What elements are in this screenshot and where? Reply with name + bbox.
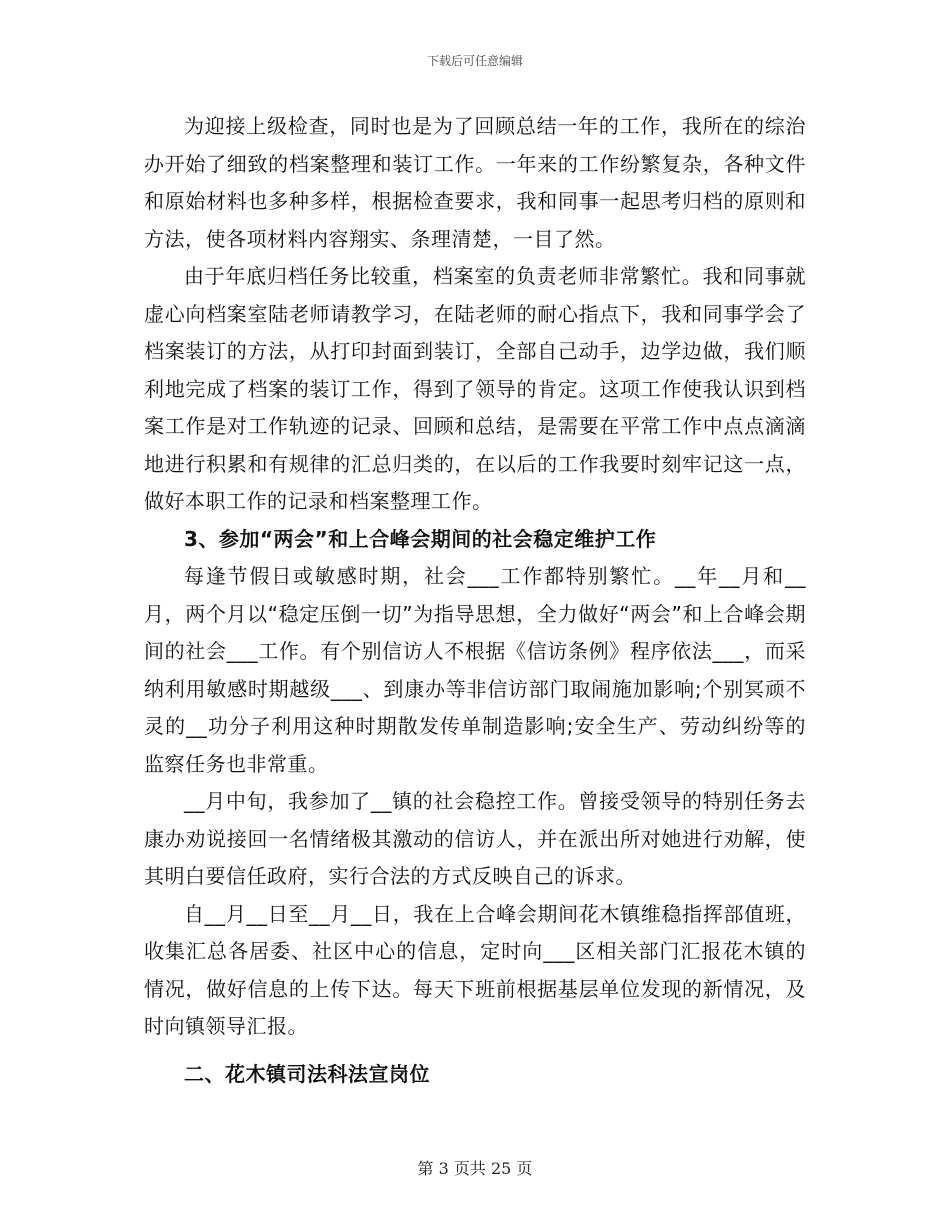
paragraph-duty-shift: 自__月__日至__月__日，我在上合峰会期间花木镇维稳指挥部值班，收集汇总各居委、社区中心的信息，定时向___区相关部门汇报花木镇的情况，做好信息的上传下达。每天下班前根据基层单位发现的新情况，及时向镇领导汇报。 <box>144 901 806 1038</box>
paragraph-archive-binding: 由于年底归档任务比较重，档案室的负责老师非常繁忙。我和同事就虚心向档案室陆老师请教学习，在陆老师的耐心指点下，我和同事学会了档案装订的方法，从打印封面到装订，全部自己动手，边学边做，我们顺利地完成了档案的装订工作，得到了领导的肯定。这项工作使我认识到档案工作是对工作轨迹的记录、回顾和总结，是需要在平常工作中点点滴滴地进行积累和有规律的汇总归类的，在以后的工作我要时刻牢记这一点，做好本职工作的记录和档案整理工作。 <box>144 264 806 513</box>
page-footer: 第 3 页共 25 页 <box>417 1159 533 1178</box>
document-body <box>144 108 806 1093</box>
paragraph-archive-work: 为迎接上级检查，同时也是为了回顾总结一年的工作，我所在的综治办开始了细致的档案整理和装订工作。一年来的工作纷繁复杂，各种文件和原始材料也多种多样，根据检查要求，我和同事一起思考归档的原则和方法，使各项材料内容翔实、条理清楚，一目了然。 <box>144 114 806 251</box>
page-header: 下载后可任意编辑 <box>426 54 523 68</box>
heading-section-2: 二、花木镇司法科法宣岗位 <box>184 1061 430 1086</box>
paragraph-holiday-stability: 每逢节假日或敏感时期，社会___工作都特别繁忙。__年__月和__月，两个月以“稳定压倒一切”为指导思想，全力做好“两会”和上合峰会期间的社会___工作。有个别信访人不根据《信访条例》程序依法___，而采纳利用敏感时期越级___、到康办等非信访部门取闹施加影响;个别冥顽不灵的__功分子利用这种时期散发传单制造影响;安全生产、劳动纠纷等的监察任务也非常重。 <box>144 564 806 776</box>
heading-item-3: 3、参加“两会”和上合峰会期间的社会稳定维护工作 <box>184 526 657 551</box>
paragraph-town-control: __月中旬，我参加了__镇的社会稳控工作。曾接受领导的特别任务去康办劝说接回一名情绪极其激动的信访人，并在派出所对她进行劝解，使其明白要信任政府，实行合法的方式反映自己的诉求。 <box>144 789 806 888</box>
